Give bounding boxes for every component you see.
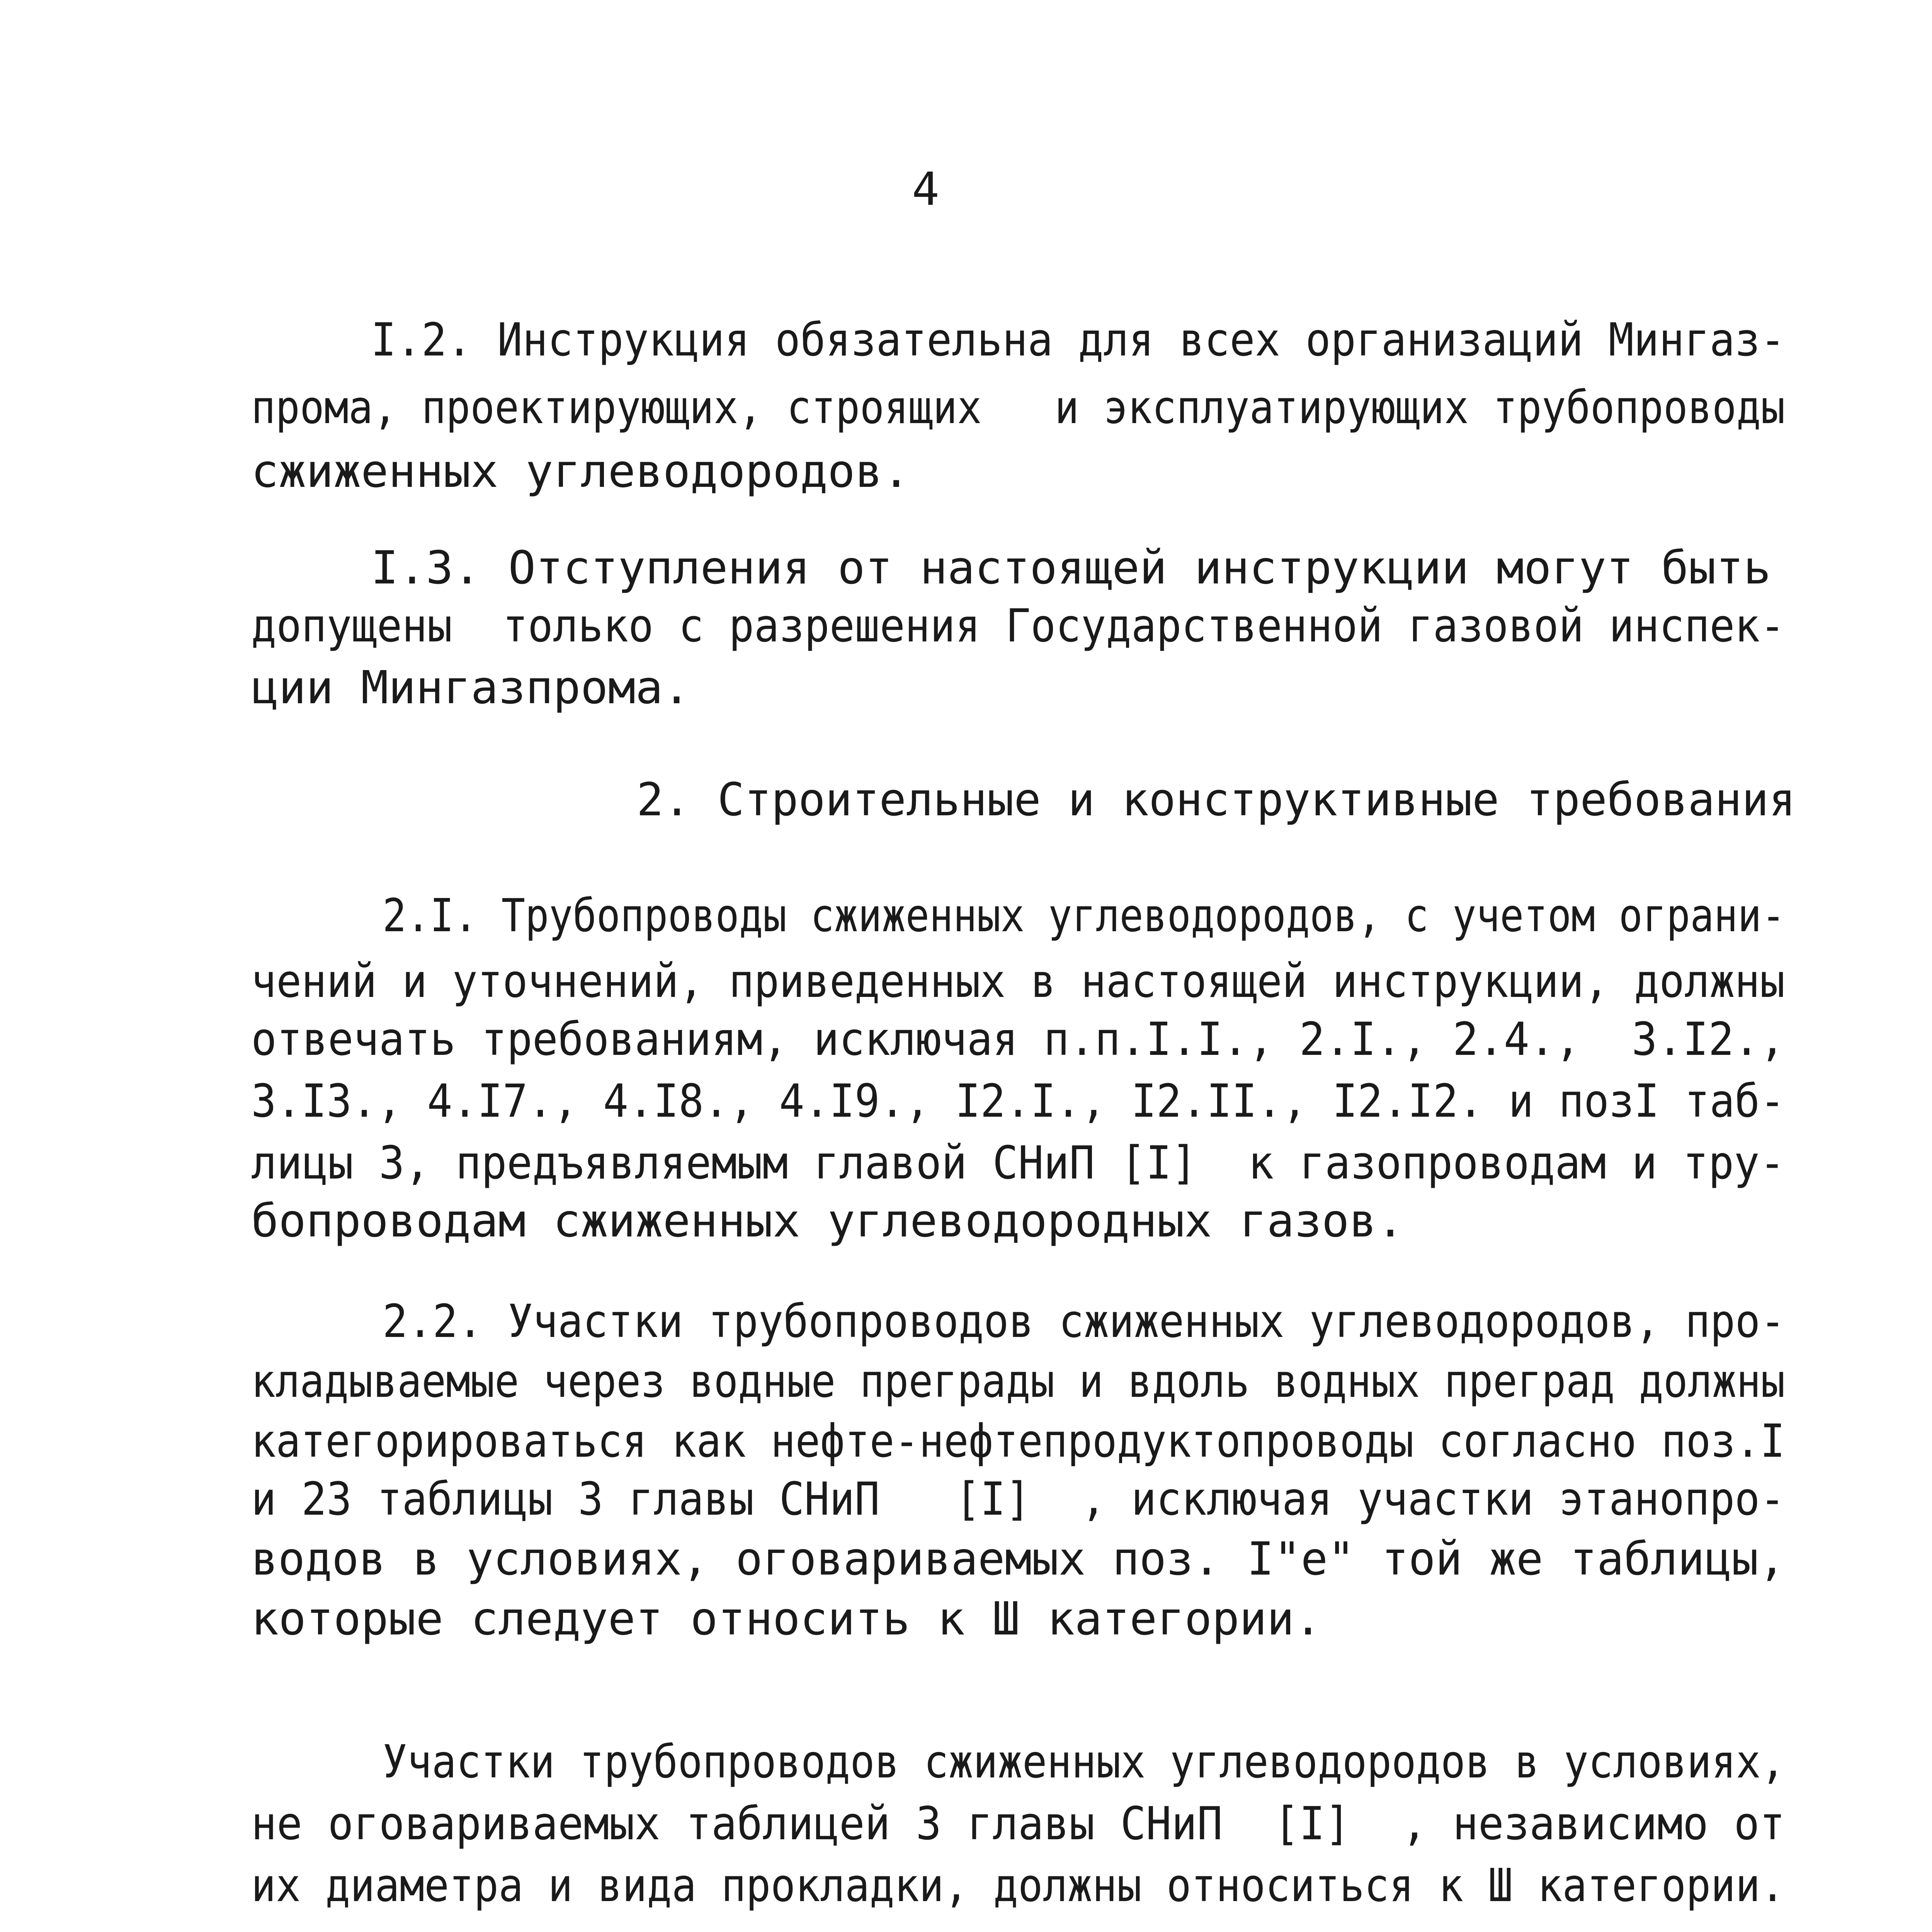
para-2-1-line-2: чений и уточнений, приведенных в настоящей инструкции, должны [251,954,1785,1008]
para-1-2-line-1: I.2. Инструкция обязательна для всех организаций Мингаз- [371,313,1786,366]
para-2-2b-line-3: их диаметра и вида прокладки, должны относиться к Ш категории. [251,1859,1785,1912]
para-2-2b-line-1: Участки трубопроводов сжиженных углеводородов в условиях, [383,1735,1786,1788]
para-2-1-line-6: бопроводам сжиженных углеводородных газов. [251,1194,1404,1247]
para-2-2-line-1: 2.2. Участки трубопроводов сжиженных углеводородов, про- [383,1294,1786,1348]
para-2-1-line-4: 3.I3., 4.I7., 4.I8., 4.I9., I2.I., I2.II., I2.I2. и позI таб- [251,1074,1785,1128]
para-2-2-line-4: и 23 таблицы 3 главы СНиП [I] , исключая участки этанопро- [251,1472,1785,1526]
para-1-3-line-2: допущены только с разрешения Государственной газовой инспек- [251,599,1785,652]
para-2-1-line-5: лицы 3, предъявляемым главой СНиП [I] к газопроводам и тру- [251,1136,1785,1189]
para-2-2-line-2: кладываемые через водные преграды и вдоль водных преград должны [251,1354,1785,1408]
para-2-2-line-5: водов в условиях, оговариваемых поз. I"е" той же таблицы, [251,1532,1786,1585]
para-2-2b-line-2: не оговариваемых таблицей 3 главы СНиП [I] , независимо от [251,1797,1785,1850]
para-1-2-line-3: сжиженных углеводородов. [251,444,910,498]
para-2-1-line-1: 2.I. Трубопроводы сжиженных углеводородов, с учетом ограни- [383,889,1786,942]
para-1-3-line-1: I.3. Отступления от настоящей инструкции могут быть [371,541,1771,594]
para-1-3-line-3: ции Мингазпрома. [251,661,690,714]
para-2-1-line-3: отвечать требованиям, исключая п.п.I.I., 2.I., 2.4., 3.I2., [251,1012,1785,1066]
page-number: 4 [912,162,940,216]
para-2-2-line-6: которые следует относить к Ш категории. [251,1592,1322,1645]
section-heading: 2. Строительные и конструктивные требования [636,773,1796,826]
para-1-2-line-2: прома, проектирующих, строящих и эксплуатирующих трубопроводы [251,381,1785,434]
para-2-2-line-3: категорироваться как нефте-нефтепродуктопроводы согласно поз.I [251,1414,1785,1468]
